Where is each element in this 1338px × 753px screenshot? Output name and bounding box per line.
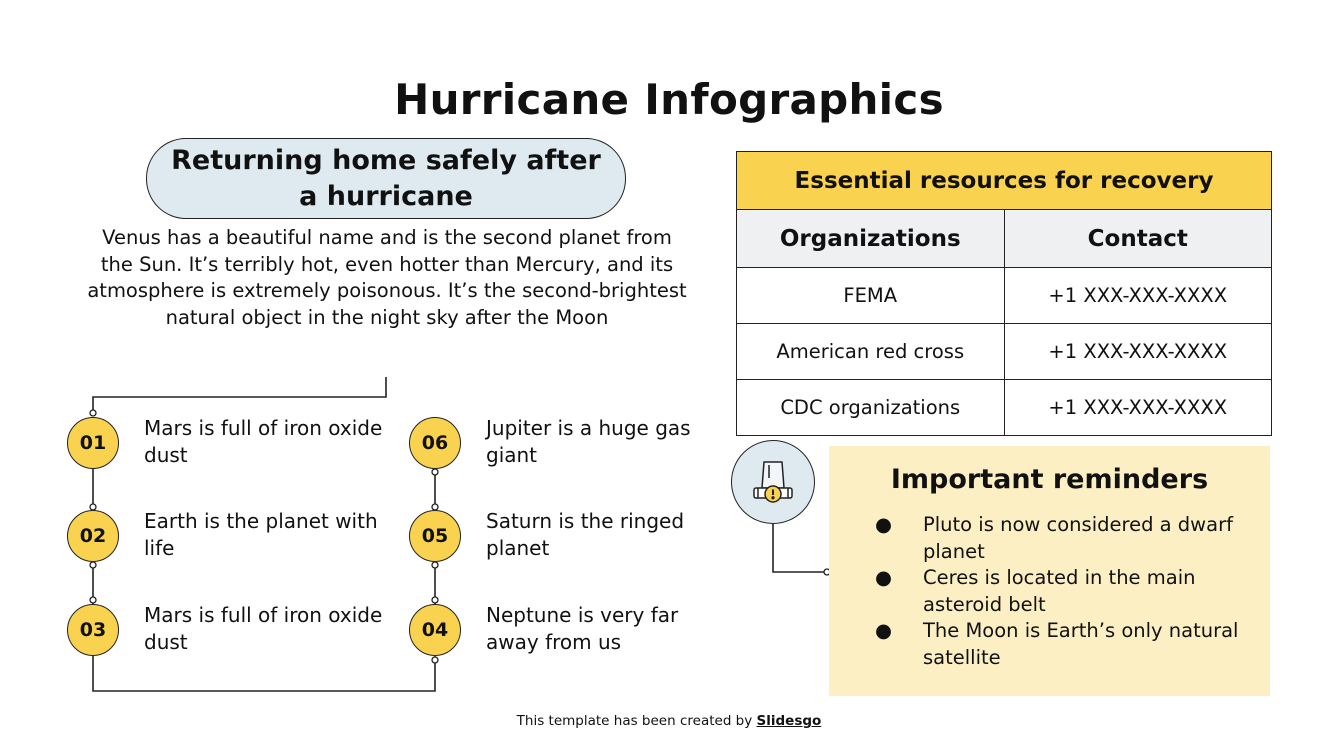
contact-cell: +1 XXX-XXX-XXXX (1004, 380, 1272, 436)
resources-table (736, 151, 1272, 436)
step-number-04: 04 (409, 604, 461, 656)
step-text-05: Saturn is the ringed planet (486, 509, 685, 560)
intro-paragraph: Venus has a beautiful name and is the second planet from the Sun. It’s terribly hot, even hotter than Mercury, and its atmosphere is extremely poisonous. It’s the second-brightest natural object in the night sky after the Moon (87, 226, 687, 329)
step-number-02: 02 (67, 510, 119, 562)
organization-cell: American red cross (737, 324, 1005, 380)
bullet: ● (875, 566, 893, 589)
step-text-03: Mars is full of iron oxide dust (144, 603, 383, 654)
list-item (875, 565, 1265, 618)
step-text-06: Jupiter is a huge gas giant (486, 416, 691, 467)
column-header-contact: Contact (1004, 210, 1272, 268)
bullet: ● (875, 619, 893, 642)
step-number-05: 05 (409, 510, 461, 562)
reminders-title: Important reminders (890, 464, 1209, 495)
column-header-organizations: Organizations (737, 210, 1005, 268)
contact-cell: +1 XXX-XXX-XXXX (1004, 324, 1272, 380)
reminder-text: Ceres is located in the main asteroid belt (923, 566, 1196, 616)
step-text-04: Neptune is very far away from us (486, 603, 679, 654)
contact-cell: +1 XXX-XXX-XXXX (1004, 268, 1272, 324)
footer-credit (0, 711, 1338, 731)
reminders-list (875, 512, 1265, 671)
step-text-01: Mars is full of iron oxide dust (144, 416, 383, 467)
table-row (737, 268, 1272, 324)
reminder-text: Pluto is now considered a dwarf planet (923, 513, 1233, 563)
list-item (875, 512, 1265, 565)
step-text-02: Earth is the planet with life (144, 509, 378, 560)
organization-cell: CDC organizations (737, 380, 1005, 436)
organization-cell: FEMA (737, 268, 1005, 324)
bullet: ● (875, 513, 893, 536)
warning-lamp-icon (731, 440, 815, 524)
table-row (737, 324, 1272, 380)
step-number-01: 01 (67, 417, 119, 469)
page-title: Hurricane Infographics (394, 75, 944, 124)
resources-table-title: Essential resources for recovery (737, 152, 1272, 210)
section-heading: Returning home safely after a hurricane (146, 138, 626, 219)
step-number-03: 03 (67, 604, 119, 656)
slidesgo-link[interactable]: Slidesgo (756, 713, 822, 729)
table-row (737, 380, 1272, 436)
reminder-text: The Moon is Earth’s only natural satellite (923, 619, 1239, 669)
footer-prefix: This template has been created by (516, 713, 757, 729)
list-item (875, 618, 1265, 671)
step-number-06: 06 (409, 417, 461, 469)
